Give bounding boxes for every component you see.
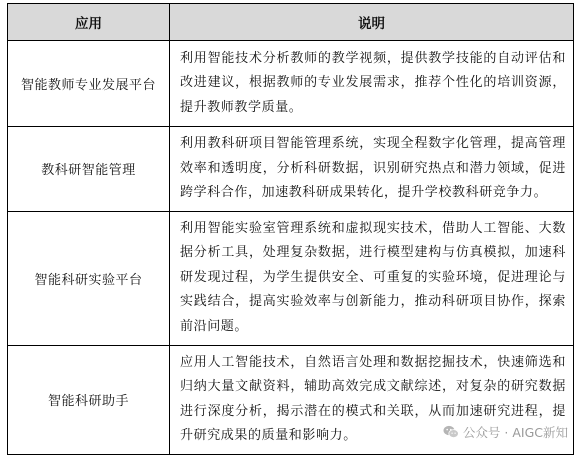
description-cell: 利用教科研项目智能管理系统，实现全程数字化管理，提高管理效率和透明度，分析科研数据，识别研究热点和潜力领域，促进跨学科合作，加速教科研成果转化，提升学校教科研竞争力。 [170,127,574,212]
application-cell: 教科研智能管理 [8,127,170,212]
application-cell: 智能科研实验平台 [8,211,170,345]
table-row [8,211,574,345]
watermark-text: 公众号 · AIGC新知 [462,425,568,440]
description-cell: 利用智能实验室管理系统和虚拟现实技术，借助人工智能、大数据分析工具，处理复杂数据，进行模型建构与仿真模拟，加速科研发现过程，为学生提供安全、可重复的实验环境，促进理论与实践结合，提高实验效率与创新能力，推动科研项目协作，探索前沿问题。 [170,211,574,345]
description-cell: 利用智能技术分析教师的教学视频，提供教学技能的自动评估和改进建议，根据教师的专业发展需求，推荐个性化的培训资源，提升教师教学质量。 [170,41,574,127]
application-cell: 智能教师专业发展平台 [8,41,170,127]
header-application: 应用 [8,4,170,41]
application-cell: 智能科研助手 [8,345,170,454]
table-row [8,41,574,127]
table-row [8,127,574,212]
watermark [443,423,568,441]
header-description: 说明 [170,4,574,41]
description-cell: 应用人工智能技术，自然语言处理和数据挖掘技术，快速筛选和归纳大量文献资料，辅助高效完成文献综述，对复杂的研究数据进行深度分析，揭示潜在的模式和关联，从而加速研究进程，提升研究成果的质量和影响力。 [170,345,574,454]
table-header-row [8,4,574,41]
applications-table [7,3,574,455]
wechat-icon [443,425,459,439]
